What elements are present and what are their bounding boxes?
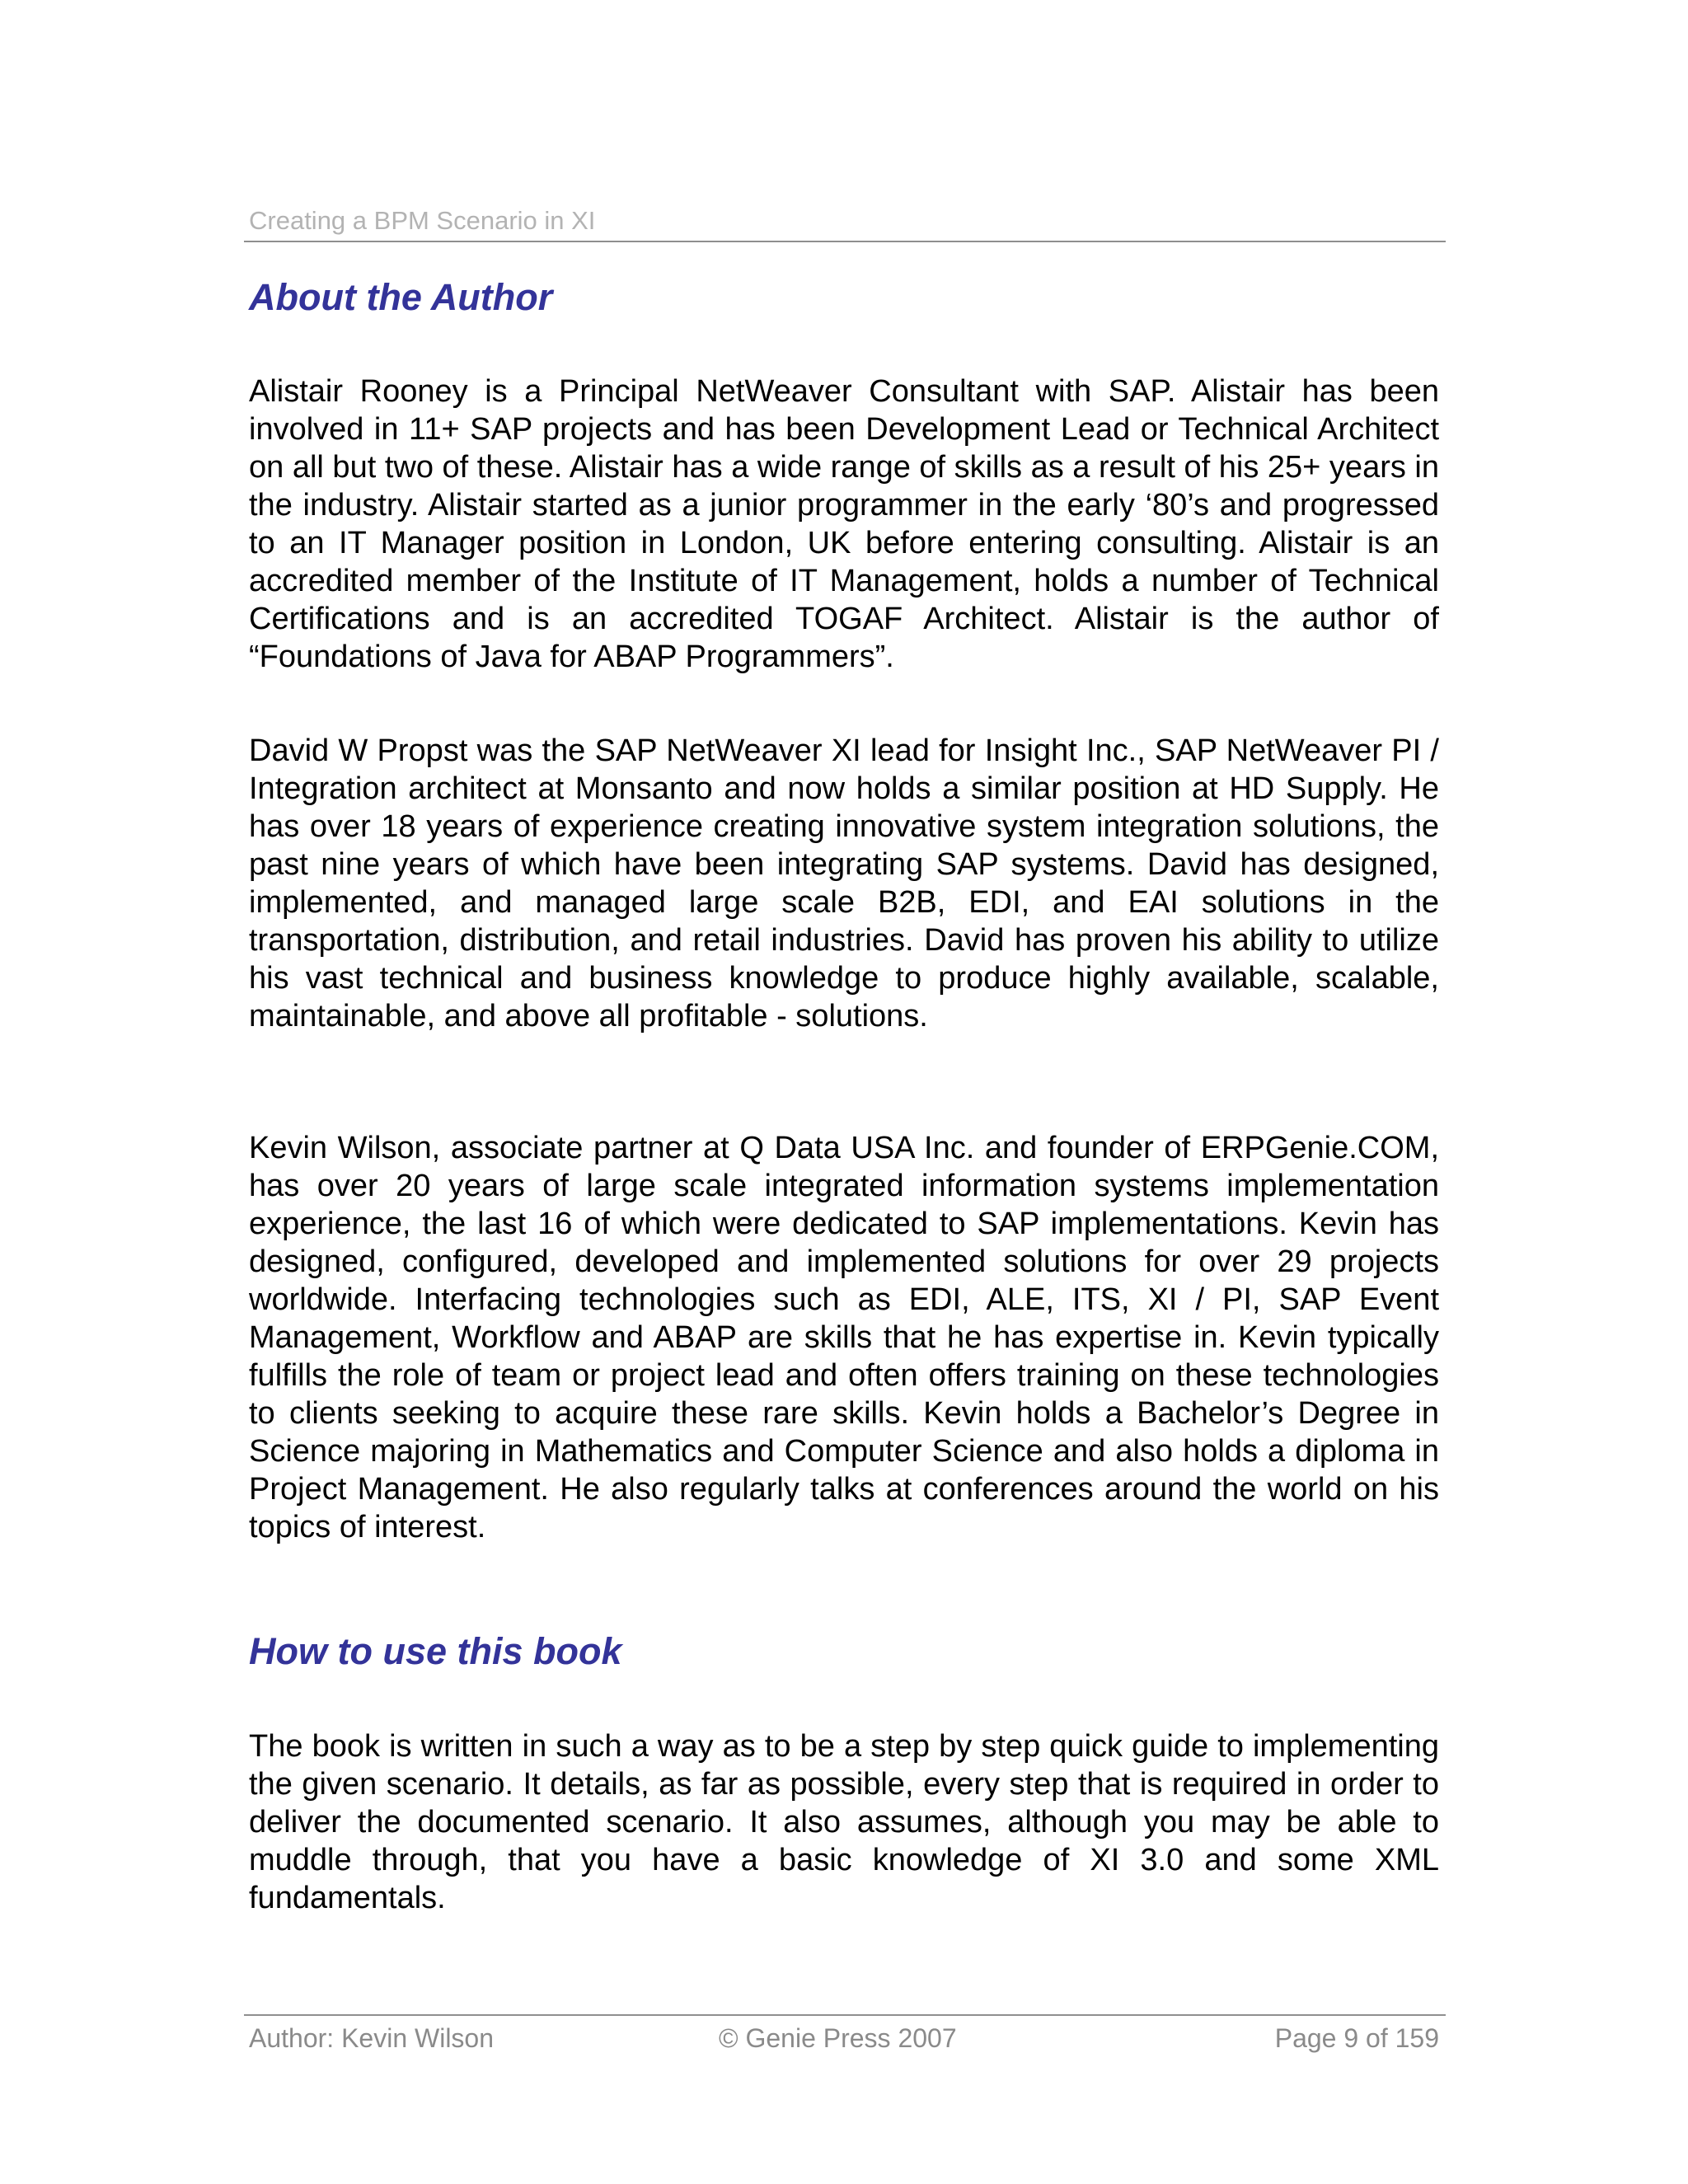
header-divider: [244, 241, 1446, 242]
footer-divider: [244, 2014, 1446, 2016]
paragraph-david-propst: David W Propst was the SAP NetWeaver XI lead for Insight Inc., SAP NetWeaver PI / Integration architect at Monsanto and now holds a similar position at HD Supply. He has over 18 years of experience creating innovative system integration solutions, the past nine years of which have been integrating SAP systems. David has designed, implemented, and managed large scale B2B, EDI, and EAI solutions in the transportation, distribution, and retail industries. David has proven his ability to utilize his vast technical and business knowledge to produce highly available, scalable, maintainable, and above all profitable - solutions.: [249, 733, 1439, 1033]
paragraph-kevin-wilson: Kevin Wilson, associate partner at Q Data USA Inc. and founder of ERPGenie.COM, has over 20 years of large scale integrated information systems implementation experience, the last 16 of which were dedicated to SAP implementations. Kevin has designed, configured, developed and implemented solutions for over 29 projects worldwide. Interfacing technologies such as EDI, ALE, ITS, XI / PI, SAP Event Management, Workflow and ABAP are skills that he has expertise in. Kevin typically fulfills the role of team or project lead and often offers training on these technologies to clients seeking to acquire these rare skills. Kevin holds a Bachelor’s Degree in Science majoring in Mathematics and Computer Science and also holds a diploma in Project Management. He also regularly talks at conferences around the world on his topics of interest.: [249, 1131, 1439, 1544]
section-heading-about-author: About the Author: [249, 276, 553, 318]
section-heading-how-to-use: How to use this book: [249, 1630, 622, 1672]
paragraph-alistair-rooney: Alistair Rooney is a Principal NetWeaver Consultant with SAP. Alistair has been involved in 11+ SAP projects and has been Development Lead or Technical Architect on all but two of these. Alistair has a wide range of skills as a result of his 25+ years in the industry. Alistair started as a junior programmer in the early ‘80’s and progressed to an IT Manager position in London, UK before entering consulting. Alistair is an accredited member of the Institute of IT Management, holds a number of Technical Certifications and is an accredited TOGAF Architect. Alistair is the author of “Foundations of Java for ABAP Programmers”.: [249, 374, 1439, 674]
footer-copyright: © Genie Press 2007: [719, 2023, 957, 2053]
footer-author: Author: Kevin Wilson: [249, 2023, 495, 2053]
footer-page-number: Page 9 of 159: [1274, 2023, 1439, 2053]
paragraph-how-to-use: The book is written in such a way as to be a step by step quick guide to implementing the given scenario. It details, as far as possible, every step that is required in order to deliver the documented scenario. It also assumes, although you may be able to muddle through, that you have a basic knowledge of XI 3.0 and some XML fundamentals.: [249, 1729, 1439, 1915]
running-header: Creating a BPM Scenario in XI: [249, 206, 596, 235]
